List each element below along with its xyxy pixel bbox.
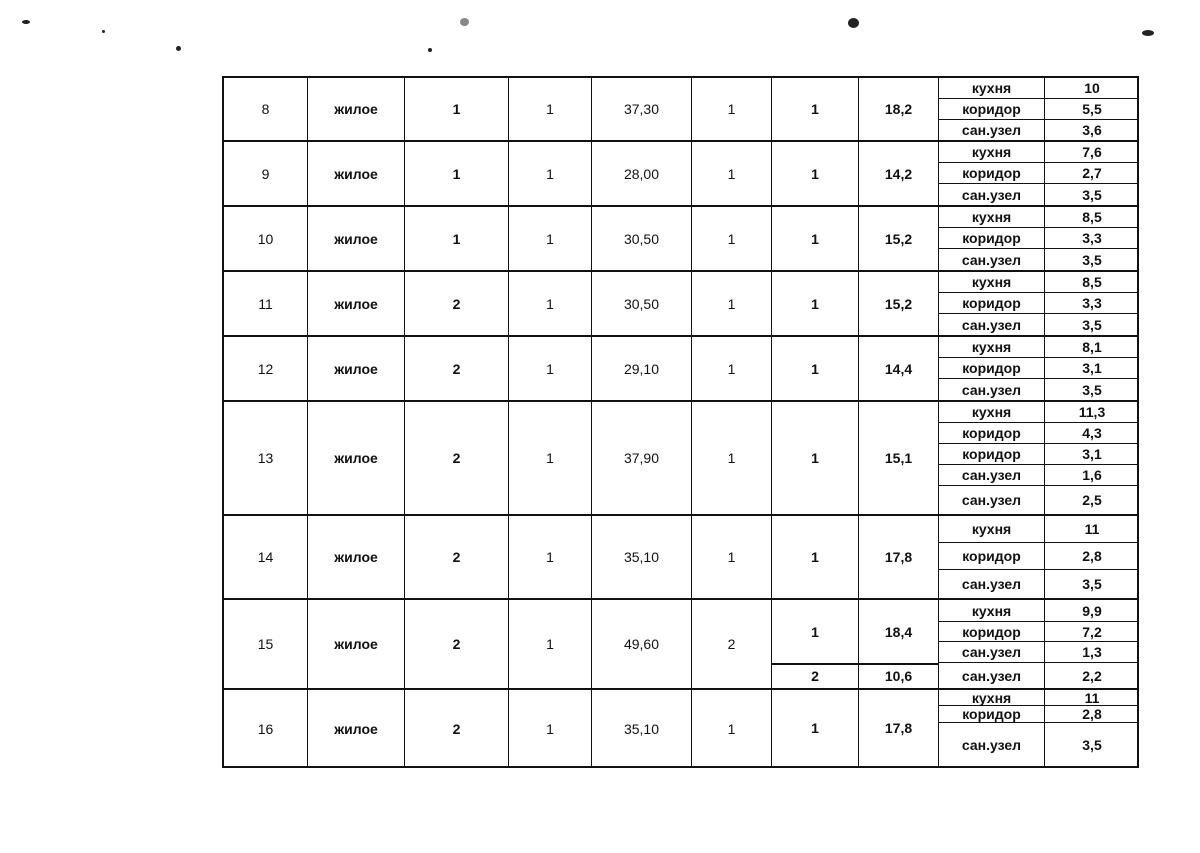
cell-type: жилое — [308, 600, 405, 688]
room-area: 18,4 — [859, 600, 939, 664]
sub-value: 8,1 — [1082, 339, 1102, 355]
sub-value: 4,3 — [1082, 425, 1102, 441]
sub-name: сан.узел — [939, 379, 1045, 400]
scan-speck — [428, 48, 432, 52]
sub-name: кухня — [939, 207, 1045, 227]
sub-value: 3,5 — [1082, 576, 1102, 592]
sub-name: сан.узел — [939, 314, 1045, 335]
apartment-table — [222, 76, 1139, 768]
sub-row — [939, 120, 1139, 140]
cell-num: 16 — [224, 690, 308, 768]
sub-row — [939, 570, 1139, 598]
sub-value: 11,3 — [1078, 404, 1106, 420]
room-area: 18,2 — [859, 78, 939, 140]
sub-value: 5,5 — [1082, 101, 1102, 117]
room-number: 1 — [772, 207, 859, 270]
cell-c6: 1 — [692, 142, 772, 205]
cell-c4: 1 — [509, 207, 592, 270]
cell-num: 14 — [224, 516, 308, 598]
scan-speck — [102, 30, 105, 33]
sub-name: коридор — [939, 293, 1045, 313]
sub-value: 11 — [1084, 689, 1100, 706]
cell-area: 28,00 — [592, 142, 692, 205]
cell-type: жилое — [308, 402, 405, 514]
room-number: 1 — [772, 78, 859, 140]
sub-row — [939, 78, 1139, 99]
room-number: 1 — [772, 600, 859, 664]
sub-value: 2,8 — [1082, 548, 1102, 564]
sub-name: кухня — [939, 690, 1045, 705]
sub-row — [939, 207, 1139, 228]
cell-area: 35,10 — [592, 690, 692, 768]
room-number: 1 — [772, 690, 859, 766]
cell-c4: 1 — [509, 690, 592, 768]
sub-value: 3,3 — [1082, 230, 1102, 246]
cell-area: 30,50 — [592, 207, 692, 270]
sub-row — [939, 142, 1139, 163]
sub-name: сан.узел — [939, 723, 1045, 766]
cell-area: 37,90 — [592, 402, 692, 514]
sub-value: 3,5 — [1082, 736, 1102, 753]
sub-name: коридор — [939, 622, 1045, 641]
room-area: 14,4 — [859, 337, 939, 400]
sub-value: 2,2 — [1082, 667, 1102, 684]
room-number: 2 — [772, 664, 859, 688]
room-area: 17,8 — [859, 690, 939, 766]
sub-value: 3,5 — [1082, 381, 1102, 398]
sub-name: кухня — [939, 600, 1045, 621]
sub-value: 3,5 — [1082, 186, 1102, 203]
sub-row — [939, 543, 1139, 570]
cell-c6: 1 — [692, 272, 772, 335]
cell-c4: 1 — [509, 142, 592, 205]
sub-value: 8,5 — [1082, 274, 1102, 290]
sub-name: кухня — [939, 78, 1045, 98]
cell-c4: 1 — [509, 402, 592, 514]
cell-num: 12 — [224, 337, 308, 400]
room-area: 15,2 — [859, 207, 939, 270]
sub-row — [939, 642, 1139, 663]
cell-num: 15 — [224, 600, 308, 688]
cell-num: 11 — [224, 272, 308, 335]
sub-name: коридор — [939, 444, 1045, 464]
cell-c3: 1 — [405, 78, 509, 140]
sub-row — [939, 272, 1139, 293]
sub-name: коридор — [939, 163, 1045, 183]
table-row — [224, 337, 1137, 402]
sub-value: 3,1 — [1082, 446, 1102, 462]
cell-type: жилое — [308, 337, 405, 400]
table-row — [224, 402, 1137, 516]
sub-row — [939, 663, 1139, 688]
cell-type: жилое — [308, 690, 405, 768]
table-row — [224, 600, 1137, 690]
sub-value: 2,8 — [1082, 706, 1102, 722]
sub-row — [939, 293, 1139, 314]
sub-row — [939, 379, 1139, 400]
sub-value: 3,1 — [1082, 360, 1102, 376]
sub-name: сан.узел — [939, 663, 1045, 688]
sub-name: сан.узел — [939, 465, 1045, 485]
cell-c3: 2 — [405, 600, 509, 688]
cell-num: 10 — [224, 207, 308, 270]
sub-row — [939, 723, 1139, 766]
sub-name: кухня — [939, 142, 1045, 162]
cell-c3: 2 — [405, 690, 509, 768]
cell-area: 29,10 — [592, 337, 692, 400]
room-number: 1 — [772, 272, 859, 335]
table-row — [224, 78, 1137, 142]
sub-row — [939, 184, 1139, 205]
sub-row — [939, 622, 1139, 642]
cell-c4: 1 — [509, 78, 592, 140]
cell-type: жилое — [308, 78, 405, 140]
sub-value: 2,5 — [1082, 492, 1102, 508]
room-area: 10,6 — [859, 664, 939, 688]
room-area: 14,2 — [859, 142, 939, 205]
sub-value: 10 — [1084, 80, 1100, 96]
room-area: 15,1 — [859, 402, 939, 514]
cell-c6: 1 — [692, 690, 772, 768]
room-area: 17,8 — [859, 516, 939, 598]
room-number: 1 — [772, 337, 859, 400]
cell-area: 49,60 — [592, 600, 692, 688]
sub-row — [939, 465, 1139, 486]
cell-area: 35,10 — [592, 516, 692, 598]
sub-value: 3,6 — [1082, 122, 1102, 138]
room-area: 15,2 — [859, 272, 939, 335]
sub-row — [939, 486, 1139, 514]
sub-name: коридор — [939, 706, 1045, 722]
cell-type: жилое — [308, 516, 405, 598]
sub-value: 7,2 — [1082, 623, 1102, 640]
scan-speck — [176, 46, 181, 51]
sub-name: сан.узел — [939, 486, 1045, 514]
sub-row — [939, 249, 1139, 270]
room-number: 1 — [772, 516, 859, 598]
cell-num: 13 — [224, 402, 308, 514]
sub-value: 1,3 — [1082, 644, 1102, 660]
sub-name: сан.узел — [939, 570, 1045, 598]
sub-name: кухня — [939, 272, 1045, 292]
sub-name: сан.узел — [939, 184, 1045, 205]
cell-c4: 1 — [509, 600, 592, 688]
cell-c6: 1 — [692, 207, 772, 270]
room-number: 1 — [772, 142, 859, 205]
cell-c3: 2 — [405, 516, 509, 598]
sub-row — [939, 600, 1139, 622]
cell-c3: 2 — [405, 402, 509, 514]
sub-row — [939, 99, 1139, 120]
cell-c4: 1 — [509, 516, 592, 598]
scan-speck — [1142, 30, 1154, 36]
cell-c6: 1 — [692, 337, 772, 400]
sub-value: 8,5 — [1082, 209, 1102, 225]
scan-speck — [460, 18, 469, 26]
sub-value: 3,5 — [1082, 316, 1102, 333]
sub-row — [939, 358, 1139, 379]
cell-num: 9 — [224, 142, 308, 205]
cell-num: 8 — [224, 78, 308, 140]
table-row — [224, 142, 1137, 207]
sub-row — [939, 337, 1139, 358]
sub-name: коридор — [939, 358, 1045, 378]
cell-c3: 1 — [405, 207, 509, 270]
sub-name: коридор — [939, 228, 1045, 248]
sub-name: кухня — [939, 402, 1045, 422]
cell-c6: 2 — [692, 600, 772, 688]
sub-name: коридор — [939, 423, 1045, 443]
cell-c4: 1 — [509, 337, 592, 400]
sub-row — [939, 314, 1139, 335]
table-row — [224, 207, 1137, 272]
cell-c3: 2 — [405, 272, 509, 335]
table-row — [224, 690, 1137, 768]
sub-value: 1,6 — [1082, 467, 1102, 483]
cell-type: жилое — [308, 207, 405, 270]
cell-c3: 2 — [405, 337, 509, 400]
sub-row — [939, 516, 1139, 543]
sub-row — [939, 402, 1139, 423]
sub-row — [939, 228, 1139, 249]
sub-name: коридор — [939, 99, 1045, 119]
cell-c6: 1 — [692, 78, 772, 140]
sub-name: сан.узел — [939, 642, 1045, 662]
scan-speck — [22, 20, 30, 24]
sub-name: кухня — [939, 337, 1045, 357]
cell-c6: 1 — [692, 516, 772, 598]
cell-area: 30,50 — [592, 272, 692, 335]
sub-row — [939, 690, 1139, 706]
sub-value: 9,9 — [1082, 602, 1102, 619]
cell-c6: 1 — [692, 402, 772, 514]
sub-name: сан.узел — [939, 120, 1045, 140]
sub-value: 11 — [1084, 521, 1100, 537]
cell-area: 37,30 — [592, 78, 692, 140]
sub-value: 2,7 — [1082, 165, 1102, 181]
sub-name: коридор — [939, 543, 1045, 569]
cell-c4: 1 — [509, 272, 592, 335]
sub-row — [939, 444, 1139, 465]
cell-c3: 1 — [405, 142, 509, 205]
table-row — [224, 516, 1137, 600]
sub-row — [939, 163, 1139, 184]
sub-row — [939, 706, 1139, 723]
sub-name: сан.узел — [939, 249, 1045, 270]
sub-row — [939, 423, 1139, 444]
sub-name: кухня — [939, 516, 1045, 542]
sub-value: 3,5 — [1082, 251, 1102, 268]
room-number: 1 — [772, 402, 859, 514]
sub-value: 3,3 — [1082, 295, 1102, 311]
cell-type: жилое — [308, 272, 405, 335]
scan-speck — [848, 18, 859, 28]
sub-value: 7,6 — [1082, 144, 1102, 160]
table-row — [224, 272, 1137, 337]
cell-type: жилое — [308, 142, 405, 205]
